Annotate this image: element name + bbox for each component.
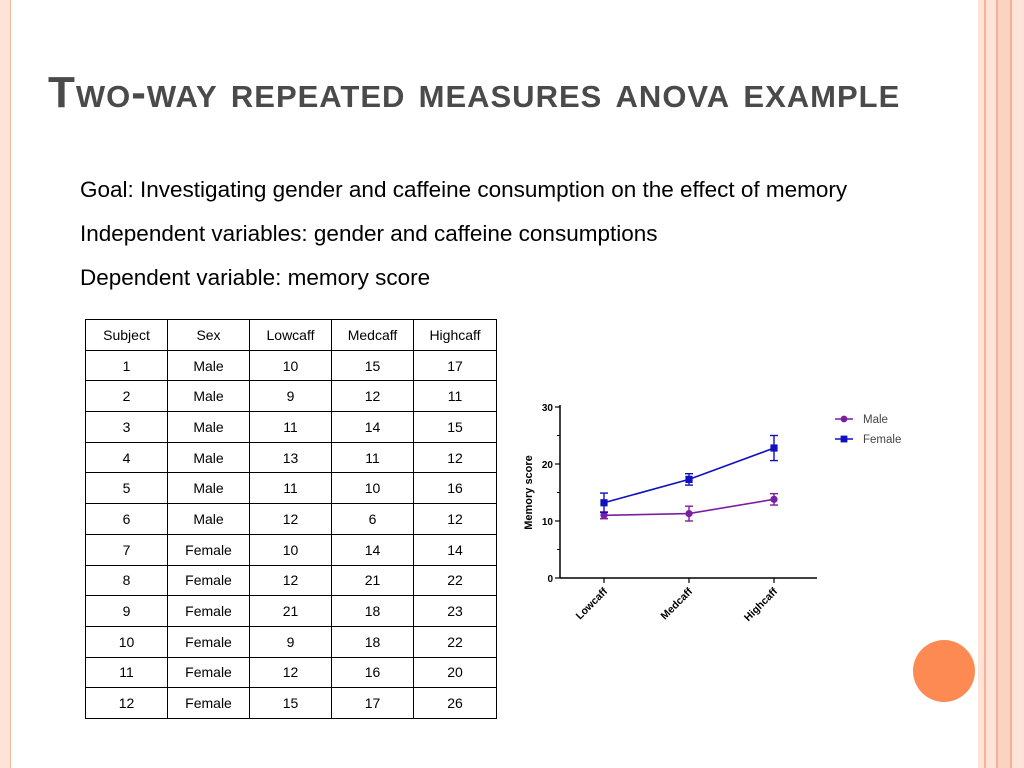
cell-subject: 2 [86, 381, 168, 412]
cell-medcaff: 11 [332, 442, 414, 473]
x-tick-label: Highcaff [741, 585, 781, 624]
y-tick-label: 0 [547, 574, 553, 585]
cell-subject: 12 [86, 688, 168, 719]
cell-sex: Female [168, 626, 250, 657]
cell-medcaff: 6 [332, 504, 414, 535]
cell-medcaff: 15 [332, 350, 414, 381]
table-row [86, 504, 497, 535]
cell-lowcaff: 11 [250, 473, 332, 504]
table-row [86, 381, 497, 412]
legend-marker-male [841, 416, 848, 423]
cell-highcaff: 11 [414, 381, 497, 412]
header-medcaff: Medcaff [332, 320, 414, 351]
table-row [86, 442, 497, 473]
cell-medcaff: 10 [332, 473, 414, 504]
table-row [86, 350, 497, 381]
cell-medcaff: 21 [332, 565, 414, 596]
line-chart [510, 390, 920, 650]
cell-subject: 3 [86, 412, 168, 443]
cell-medcaff: 18 [332, 626, 414, 657]
cell-lowcaff: 15 [250, 688, 332, 719]
cell-lowcaff: 12 [250, 657, 332, 688]
cell-sex: Male [168, 442, 250, 473]
table-row [86, 412, 497, 443]
cell-subject: 10 [86, 626, 168, 657]
y-tick-label: 20 [541, 460, 553, 471]
header-highcaff: Highcaff [414, 320, 497, 351]
cell-highcaff: 22 [414, 565, 497, 596]
cell-highcaff: 12 [414, 504, 497, 535]
table-row [86, 657, 497, 688]
cell-subject: 8 [86, 565, 168, 596]
y-axis-label: Memory score [523, 455, 535, 530]
cell-medcaff: 14 [332, 534, 414, 565]
table-header-row [86, 320, 497, 351]
cell-lowcaff: 9 [250, 381, 332, 412]
data-table [85, 319, 497, 719]
slide-title: Two-way repeated measures anova example [48, 68, 901, 117]
cell-subject: 11 [86, 657, 168, 688]
cell-highcaff: 17 [414, 350, 497, 381]
cell-subject: 7 [86, 534, 168, 565]
cell-medcaff: 18 [332, 596, 414, 627]
y-tick-label: 30 [541, 403, 553, 414]
cell-highcaff: 15 [414, 412, 497, 443]
table-row [86, 596, 497, 627]
legend-label-female: Female [863, 434, 902, 446]
cell-medcaff: 17 [332, 688, 414, 719]
cell-highcaff: 20 [414, 657, 497, 688]
cell-sex: Male [168, 350, 250, 381]
cell-highcaff: 14 [414, 534, 497, 565]
left-frame-band [0, 0, 10, 768]
cell-sex: Female [168, 657, 250, 688]
cell-sex: Male [168, 381, 250, 412]
cell-sex: Male [168, 412, 250, 443]
x-tick-label: Medcaff [658, 585, 696, 623]
header-sex: Sex [168, 320, 250, 351]
cell-medcaff: 12 [332, 381, 414, 412]
cell-subject: 1 [86, 350, 168, 381]
table-row [86, 626, 497, 657]
header-lowcaff: Lowcaff [250, 320, 332, 351]
bullet-goal: Goal: Investigating gender and caffeine consumption on the effect of memory [80, 177, 848, 202]
header-subject: Subject [86, 320, 168, 351]
cell-medcaff: 14 [332, 412, 414, 443]
cell-lowcaff: 11 [250, 412, 332, 443]
cell-sex: Female [168, 596, 250, 627]
cell-sex: Female [168, 534, 250, 565]
cell-lowcaff: 12 [250, 565, 332, 596]
table-row [86, 688, 497, 719]
data-point-male [770, 496, 777, 503]
cell-subject: 9 [86, 596, 168, 627]
right-frame-stripes [978, 0, 1024, 768]
cell-lowcaff: 21 [250, 596, 332, 627]
cell-highcaff: 12 [414, 442, 497, 473]
x-tick-label: Lowcaff [573, 585, 611, 623]
legend-label-male: Male [863, 414, 888, 426]
cell-highcaff: 16 [414, 473, 497, 504]
cell-lowcaff: 13 [250, 442, 332, 473]
decorative-circle [913, 640, 975, 702]
cell-lowcaff: 10 [250, 534, 332, 565]
cell-sex: Female [168, 565, 250, 596]
cell-highcaff: 26 [414, 688, 497, 719]
data-point-female [600, 499, 607, 506]
y-tick-label: 10 [541, 517, 553, 528]
cell-highcaff: 23 [414, 596, 497, 627]
cell-sex: Female [168, 688, 250, 719]
legend-marker-female [841, 436, 848, 443]
cell-subject: 4 [86, 442, 168, 473]
data-point-male [685, 510, 692, 517]
table-row [86, 473, 497, 504]
cell-subject: 6 [86, 504, 168, 535]
data-point-female [685, 476, 692, 483]
cell-highcaff: 22 [414, 626, 497, 657]
cell-lowcaff: 9 [250, 626, 332, 657]
bullet-independent-variables: Independent variables: gender and caffeine consumptions [80, 221, 658, 246]
cell-sex: Male [168, 504, 250, 535]
cell-lowcaff: 10 [250, 350, 332, 381]
data-point-female [770, 444, 777, 451]
left-frame-line [10, 0, 11, 768]
bullet-dependent-variable: Dependent variable: memory score [80, 265, 431, 290]
table-row [86, 565, 497, 596]
cell-medcaff: 16 [332, 657, 414, 688]
bullet-list [80, 168, 847, 300]
cell-subject: 5 [86, 473, 168, 504]
cell-sex: Male [168, 473, 250, 504]
cell-lowcaff: 12 [250, 504, 332, 535]
table-row [86, 534, 497, 565]
